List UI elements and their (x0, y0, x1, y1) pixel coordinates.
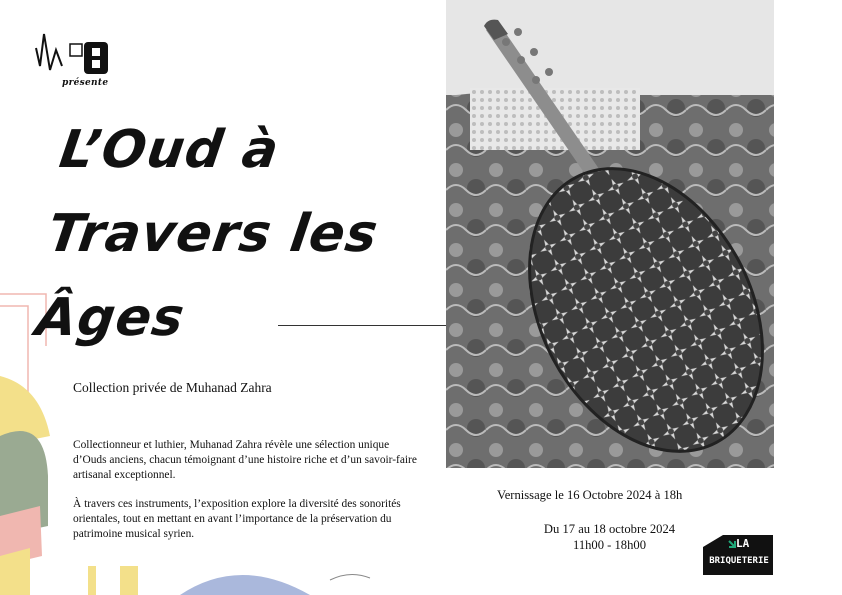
exhibition-title (31, 108, 446, 360)
decorative-shapes-bottom (80, 560, 420, 595)
title-divider (278, 325, 448, 326)
exhibition-dates (522, 521, 697, 553)
oud-photo (446, 0, 774, 468)
title-line-1: L’Oud à (55, 120, 283, 180)
vernissage-info: Vernissage le 16 Octobre 2024 à 18h (497, 488, 683, 502)
venue-name-line-2: BRIQUETERIE (709, 556, 769, 566)
description-paragraph-1: Collectionneur et luthier, Muhanad Zahra révèle une sélection unique d’Ouds anciens, chacun témoignant d’une histoire riche et d’un savoir-faire artisanal exceptionnel. (73, 439, 417, 482)
presenter-tagline: présente (62, 78, 109, 88)
title-line-2: Travers les (44, 204, 382, 264)
opening-hours: 11h00 - 18h00 (573, 538, 646, 552)
collection-subtitle: Collection privée de Muhanad Zahra (73, 380, 272, 395)
date-range: Du 17 au 18 octobre 2024 (543, 522, 676, 536)
description-paragraph-2: À travers ces instruments, l’exposition explore la diversité des sonorités orientales, tout en mettant en avant l’importance de la préservation du patrimoine musical syrien. (73, 498, 401, 541)
title-line-3: Âges (32, 288, 189, 348)
venue-name-line-1: LA (736, 537, 750, 550)
